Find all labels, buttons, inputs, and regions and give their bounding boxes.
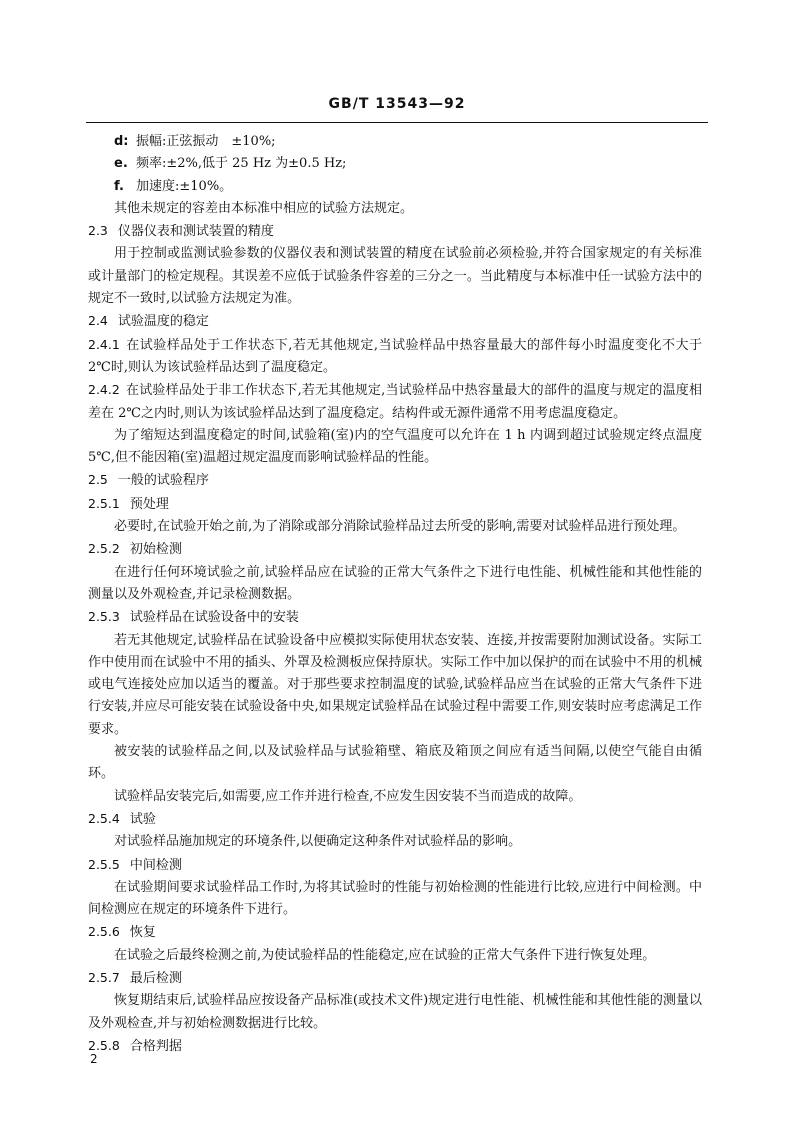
section-2-5-1-paragraph: 必要时,在试验开始之前,为了消除或部分消除试验样品过去所受的影响,需要对试验样品进行预处理。 <box>114 519 686 535</box>
section-heading-2-5-7: 2.5.7 最后检测 <box>88 969 182 986</box>
section-2-5-6-paragraph: 在试验之后最终检测之前,为使试验样品的性能稳定,应在试验的正常大气条件下进行恢复处理。 <box>114 947 656 963</box>
section-heading-2-5-4: 2.5.4 试验 <box>88 810 156 827</box>
section-heading-2-3: 2.3 仪器仪表和测试装置的精度 <box>88 223 274 240</box>
section-2-5-7-paragraph: 恢复期结束后,试验样品应按设备产品标准(或技术文件)规定进行电性能、机械性能和其他性能的测量以及外观检查,并与初始检测数据进行比较。 <box>88 993 702 1031</box>
section-heading-2-5-2: 2.5.2 初始检测 <box>88 541 182 558</box>
clause-2-4-2: 2.4.2 在试验样品处于非工作状态下,若无其他规定,当试验样品中热容量最大的部件的温度与规定的温度相差在 2℃之内时,则认为该试验样品达到了温度稳定。结构件或无源件通常不用考虑温度稳定。 <box>88 382 702 421</box>
section-heading-2-5: 2.5 一般的试验程序 <box>88 472 209 489</box>
section-2-5-3-paragraph-3: 试验样品安装完后,如需要,应工作并进行检查,不应发生因安装不当而造成的故障。 <box>114 788 582 804</box>
section-heading-2-5-3: 2.5.3 试验样品在试验设备中的安装 <box>88 609 299 626</box>
tolerance-note: 其他未规定的容差由本标准中相应的试验方法规定。 <box>114 200 414 216</box>
page-number: 2 <box>90 1052 98 1066</box>
section-heading-2-4: 2.4 试验温度的稳定 <box>88 313 209 330</box>
section-2-3-paragraph: 用于控制或监测试验参数的仪器仪表和测试装置的精度在试验前必须检验,并符合国家规定的有关标准或计量部门的检定规程。其误差不应低于试验条件容差的三分之一。当此精度与本标准中任一试验方法中的规定不一致时,以试验方法规定为准。 <box>88 246 702 307</box>
section-2-5-4-paragraph: 对试验样品施加规定的环境条件,以便确定这种条件对试验样品的影响。 <box>114 834 522 850</box>
clause-2-4-1: 2.4.1 在试验样品处于工作状态下,若无其他规定,当试验样品中热容量最大的部件每小时温度变化不大于 2℃时,则认为该试验样品达到了温度稳定。 <box>88 336 702 375</box>
section-2-5-3-paragraph-2: 被安装的试验样品之间,以及试验样品与试验箱壁、箱底及箱顶之间应有适当间隔,以使空气能自由循环。 <box>88 744 702 782</box>
section-2-5-2-paragraph: 在进行任何环境试验之前,试验样品应在试验的正常大气条件之下进行电性能、机械性能和其他性能的测量以及外观检查,并记录检测数据。 <box>88 564 702 602</box>
tolerance-item-d: d: 振幅:正弦振动 ±10%; <box>114 134 276 149</box>
section-heading-2-5-1: 2.5.1 预处理 <box>88 495 169 512</box>
header-rule <box>86 122 708 123</box>
section-2-5-3-paragraph-1: 若无其他规定,试验样品在试验设备中应模拟实际使用状态安装、连接,并按需要附加测试设备。实际工作中使用而在试验中不用的插头、外罩及检测板应保持原状。实际工作中加以保护的而在试验中不用的机械或电气连接处应加以适当的覆盖。对于那些要求控制温度的试验,试验样品应当在试验的正常大气条件下进行安装,并应尽可能安装在试验设备中央,如果规定试验样品在试验过程中需要工作,则安装时应考虑满足工作要求。 <box>88 632 702 737</box>
section-2-5-5-paragraph: 在试验期间要求试验样品工作时,为将其试验时的性能与初始检测的性能进行比较,应进行中间检测。中间检测应在规定的环境条件下进行。 <box>88 879 702 918</box>
section-heading-2-5-5: 2.5.5 中间检测 <box>88 856 182 873</box>
tolerance-item-e: e. 频率:±2%,低于 25 Hz 为±0.5 Hz; <box>114 156 347 172</box>
document-body <box>88 131 702 1058</box>
standard-code-header: GB/T 13543—92 <box>328 96 466 112</box>
section-heading-2-5-8: 2.5.8 合格判据 <box>88 1037 182 1054</box>
section-2-4-paragraph: 为了缩短达到温度稳定的时间,试验箱(室)内的空气温度可以允许在 1 h 内调到超过试验规定终点温度 5℃,但不能因箱(室)温超过规定温度而影响试验样品的性能。 <box>88 427 702 466</box>
section-heading-2-5-6: 2.5.6 恢复 <box>88 924 156 941</box>
tolerance-item-f: f. 加速度:±10%。 <box>114 178 233 194</box>
